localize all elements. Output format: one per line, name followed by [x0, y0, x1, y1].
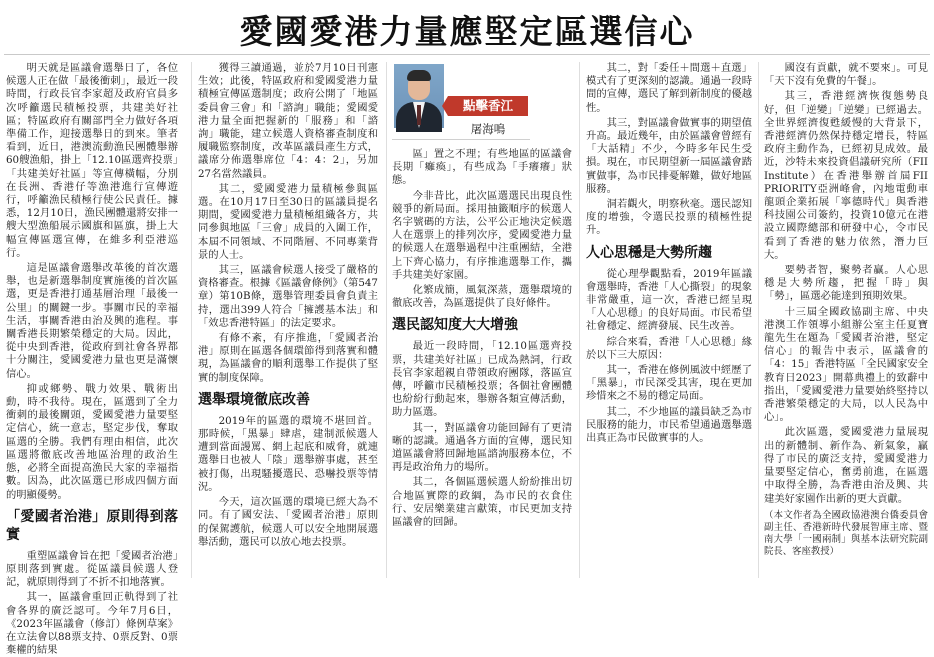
paragraph: 其三，區議會候選人接受了嚴格的資格審查。根據《區議會條例》（第547章）第10B條，選舉管理委員會負責主持，選出399人符合「擁護基本法」和「效忠香港特區」的法定要求。: [198, 264, 378, 329]
column-divider: [579, 62, 580, 578]
section-heading: 「愛國者治港」原則得到落實: [6, 508, 178, 543]
paragraph: 今非昔比，此次區選選民出現良性競爭的新局面。採用抽籤順序的候選人名字號碼的方法，公平公正地決定候選人在選票上的排列次序，愛國愛港力量的候選人在選舉過程中注重團結，全港上下齊心協力，有序推進選舉工作，攜手共建美好家園。: [392, 189, 572, 281]
paragraph: 獲得三讀通過，並於7月10日刊憲生效；此後，特區政府和愛國愛港力量積極宣傳區選制度；政府公開了「地區委員會三會」和「諮詢」職能；愛國愛港力量全面把握新的「服務」和「諮詢」職能，建立候選人資格審查制度和履職監察制度，改革區議員產生方式，議席分佈選舉席位「4：4：2」，另加27名當然議員。: [198, 62, 378, 180]
paragraph: 洞若觀火，明察秋毫。選民認知度的增強，令選民投票的積極性提升。: [586, 198, 752, 237]
paragraph: 其二，對「委任＋間選＋直選」模式有了更深刻的認識。通過一段時間的宣傳，選民了解到新制度的優越性。: [586, 62, 752, 114]
section-heading: 選民認知度大大增強: [392, 317, 518, 334]
author-box: [392, 64, 530, 140]
headline-rule: [4, 54, 930, 55]
paragraph: 重塑區議會旨在把「愛國者治港」原則落到實處。從區議員候選人登記，就原則得到了不折不扣地落實。: [6, 549, 178, 589]
paragraph: 其二，愛國愛港力量積極參與區選。在10月17日至30日的區議員提名期間，愛國愛港力量積極組織各方，共同參與地區「三會」成員的入圍工作，本屆不同領域、不同階層、不同專業背景的人士。: [198, 182, 378, 261]
paragraph: 其二，各個區選候選人紛紛推出切合地區實際的政綱，為市民的衣食住行、安居樂業建言獻策，市民更加支持區議會的回歸。: [392, 476, 572, 529]
author-name: 屠海鳴: [470, 122, 506, 136]
paragraph: 抑或鄉勢、戰力效果、戰術出動，時不我待。現在，區選到了全力衝刺的最後關頭，愛國愛港力量要堅定信心，統一意志，堅定步伐，奪取區選的全勝。我們有理由相信，此次區選將徹底改善地區治理的政治生態，必將全面提高漁民大家的幸福指數。因為，此次區選已形成四個方面的明顯優勢。: [6, 382, 178, 501]
paragraph: 要勢者智，聚勢者贏。人心思穩是大勢所趨，把握「時」與「勢」，區選必能達到預期效果。: [764, 264, 928, 303]
paragraph: 其一，區議會重回正軌得到了社會各界的廣泛認可。今年7月6日，《2023年區議會（修訂）條例草案》在立法會以88票支持、0票反對、0票棄權的結果: [6, 591, 178, 657]
column-tag: 點擊香江: [448, 96, 528, 116]
paragraph: 從心理學觀點看，2019年區議會選舉時，香港「人心撕裂」的現象非常嚴重，這一次，香港已經呈現「人心思穩」的良好局面。市民希望社會穩定、經濟發展、民生改善。: [586, 267, 752, 333]
article-column-4: [586, 62, 752, 580]
column-divider: [191, 62, 192, 578]
paragraph: 有條不紊，有序推進，「愛國者治港」原則在區選各個環節得到落實和體現，為區議會的順利選舉工作提供了堅實的制度保障。: [198, 332, 378, 384]
paragraph: 十三屆全國政協副主席、中央港澳工作領導小組辦公室主任夏寶龍先生在題為「愛國者治港，堅定信心」的報告中表示，區議會的「4：15」香港特區「全民國家安全教育日2023」開幕典禮上的致辭中指出，「愛國愛港力量要始終堅持以香港繁榮穩定的大局，以人民為中心」。: [764, 305, 928, 424]
section-heading: 選舉環境徹底改善: [198, 391, 310, 408]
paragraph: 其一，香港在修例風波中經歷了「黑暴」，市民深受其害，現在更加珍惜來之不易的穩定局面。: [586, 364, 752, 403]
paragraph: 化繁成簡，風氣深蒸，選舉環境的徹底改善，為區選提供了良好條件。: [392, 284, 572, 310]
author-portrait: [394, 64, 444, 128]
paragraph: 區」置之不理；有些地區的區議會長期「癱瘓」，有些成為「手癢癢」狀態。: [392, 148, 572, 187]
section-heading: 人心思穩是大勢所趨: [586, 244, 712, 261]
headline: 愛國愛港力量應堅定區選信心: [239, 12, 695, 51]
author-note: （本文作者為全國政協港澳台僑委員會副主任、香港新時代發展智庫主席、暨南大學「一國兩制」與基本法研究院副院長、客座教授）: [764, 509, 928, 557]
column-divider: [758, 62, 759, 578]
paragraph: 其三，對區議會做實事的期望值升高。最近幾年，由於區議會曾經有「大話精」不少，今時多年民生受損。現在，市民期望新一屆區議會踏實做事，為市民排憂解難，做好地區服務。: [586, 116, 752, 195]
paragraph: 其三，香港經濟恢復態勢良好，但「逆變」「逆變」已經過去。全世界經濟復甦緩慢的大背景下，香港經濟仍然保持穩定增長，特區政府主動作為，已經初見成效。最近，沙特未來投資倡議研究所（FII Institute）在香港舉辦首屆FII PRIORITY亞洲峰會，內地電動車龍頭企業拓展「寧德時代」與香港科技園公司簽約，投資10億元在港設立國際總部和研發中心，令市民看到了香港的魅力依然，潛力巨大。: [764, 90, 928, 261]
paragraph: 今天，這次區選的環境已經大為不同。有了國安法、「愛國者治港」原則的保駕護航，候選人可以安全地開展選舉活動，選民可以放心地去投票。: [198, 496, 378, 548]
paragraph: 其一，對區議會功能回歸有了更清晰的認識。通過各方面的宣傳，選民知道區議會將回歸地區諮詢服務本位，不再是政治角力的場所。: [392, 421, 572, 474]
article-column-5: [764, 62, 928, 580]
article-column-3: [392, 148, 572, 580]
paragraph: 國沒有貢獻，就不要來」。可見「天下沒有免費的午餐」。: [764, 62, 928, 88]
paragraph: 2019年的區選的環境不堪回首。那時候，「黑暴」肆虐，建制派候選人遭到當面謾罵、網上起底和威脅，就連選舉日也被人「陰」選舉辦事處，甚至被打傷，出現騷擾選民、恐嚇投票等情況。: [198, 414, 378, 493]
article-column-2: [198, 62, 378, 580]
paragraph: 此次區選，愛國愛港力量展現出的新體制、新作為、新氣象，贏得了市民的廣泛支持，愛國愛港力量要堅定信心，奮勇前進，在區選中取得全勝，為香港由治及興、共建美好家園作出新的更大貢獻。: [764, 426, 928, 505]
paragraph: 明天就是區議會選舉日了，各位候選人正在做「最後衝刺」，最近一段時間，行政長官李家超及政府官員多次呼籲選民積極投票，共建美好社區；特區政府有關部門全力做好各項準備工作，迎接選舉日的到來。筆者看到，近日，港澳流動漁民團體舉辦60艘漁船，掛上「12.10區選齊投票」「共建美好社區」等宣傳橫幅，分別在長洲、香港仔等漁港進行宣傳遊行，呼籲漁民積極行使公民責任。據悉，12月10日，漁民團體還將安排一艘大型漁船展示國旗和區旗，掛上大幅宣傳區選宣傳，在維多利亞港巡行。: [6, 62, 178, 259]
paragraph: 其二，不少地區的議員缺乏為市民服務的能力，市民希望通過選舉選出真正為市民做實事的人。: [586, 405, 752, 445]
paragraph: 綜合來看，香港「人心思穩」緣於以下三大原因：: [586, 335, 752, 361]
paragraph: 這是區議會選舉改革後的首次選舉，也是新選舉制度實施後的首次區選，更是香港打通基層治理「最後一公里」的關鍵一步。事關市民的幸福生活，事關香港由治及興的進程。事關香港長期繁榮穩定的大局。因此，從中央到香港，從政府到社會各界都十分關注，愛國愛港力量也更是滿懷信心。: [6, 262, 178, 380]
column-divider: [386, 62, 387, 578]
paragraph: 最近一段時間，「12.10區選齊投票，共建美好社區」已成為熱詞，行政長官李家超親自帶領政府團隊，落區宣傳，呼籲市民積極投票；各個社會團體也紛紛行動起來，舉辦各類宣傳活動，助力區選。: [392, 340, 572, 419]
article-column-1: [6, 62, 178, 657]
